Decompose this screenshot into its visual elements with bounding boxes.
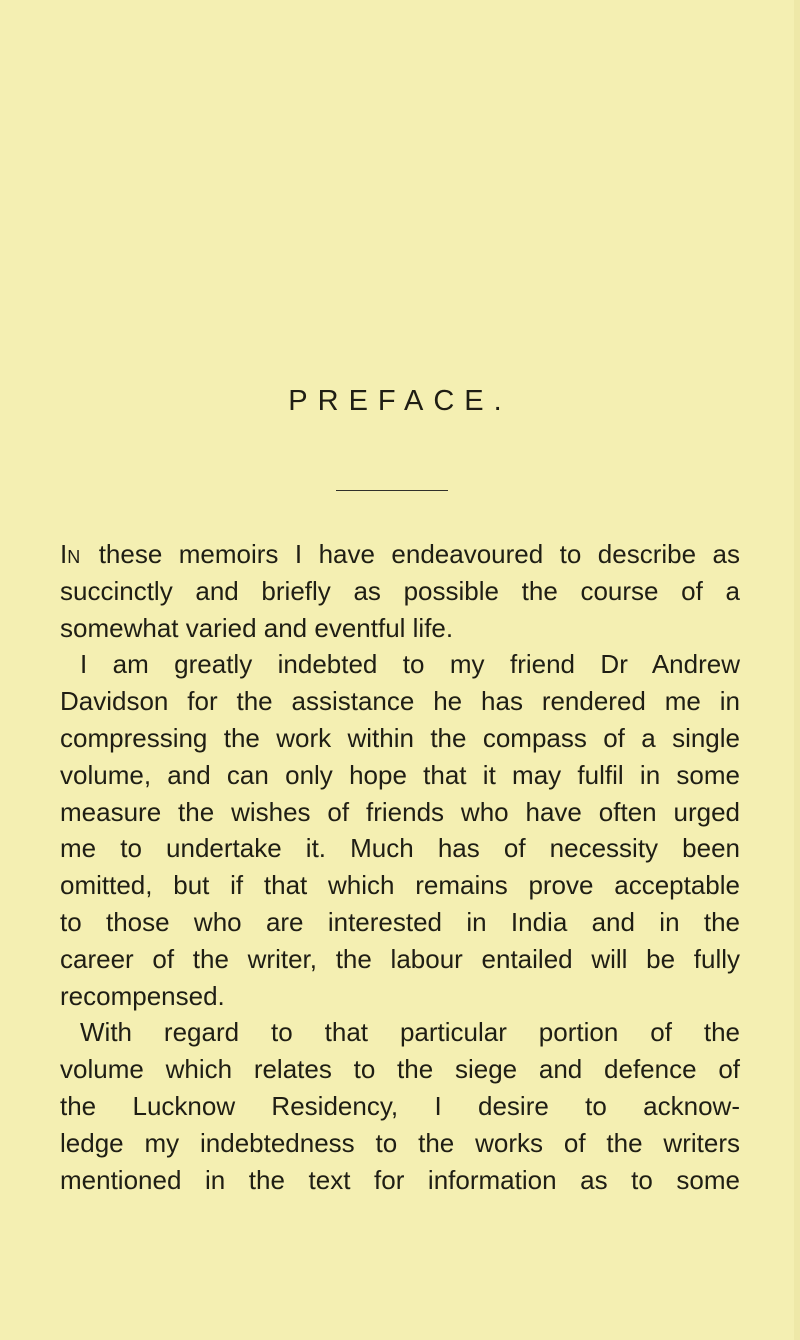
- page-title: PREFACE.: [288, 385, 512, 417]
- drop-initial: I: [60, 539, 68, 569]
- text-line: volume, and can only hope that it may fulfil in some: [60, 759, 740, 790]
- text-line: [60, 536, 740, 573]
- page-edge: [794, 0, 800, 1340]
- text-line: succinctly and briefly as possible the course of a: [60, 575, 740, 606]
- text-line: recompensed.: [60, 980, 225, 1011]
- text-line: the Lucknow Residency, I desire to acknow-: [60, 1090, 740, 1121]
- title-divider: [336, 490, 448, 491]
- text-line: omitted, but if that which remains prove acceptable: [60, 870, 740, 901]
- line-text: these memoirs I have endeavoured to describe as: [82, 539, 740, 569]
- text-line: career of the writer, the labour entailed will be fully: [60, 943, 740, 974]
- text-line: mentioned in the text for information as to some: [60, 1164, 740, 1195]
- text-line: Davidson for the assistance he has rendered me in: [60, 686, 740, 717]
- text-line: somewhat varied and eventful life.: [60, 612, 454, 643]
- text-line: compressing the work within the compass of a single: [60, 722, 740, 753]
- text-line: I am greatly indebted to my friend Dr Andrew: [80, 649, 740, 680]
- small-cap-letter: N: [67, 547, 83, 567]
- text-line: volume which relates to the siege and defence of: [60, 1054, 740, 1085]
- text-line: me to undertake it. Much has of necessity been: [60, 833, 740, 864]
- text-line: measure the wishes of friends who have often urged: [60, 796, 740, 827]
- text-line: to those who are interested in India and in the: [60, 906, 740, 937]
- preface-body: [60, 536, 740, 1198]
- text-line: With regard to that particular portion of the: [80, 1017, 740, 1048]
- text-line: ledge my indebtedness to the works of the writers: [60, 1127, 740, 1158]
